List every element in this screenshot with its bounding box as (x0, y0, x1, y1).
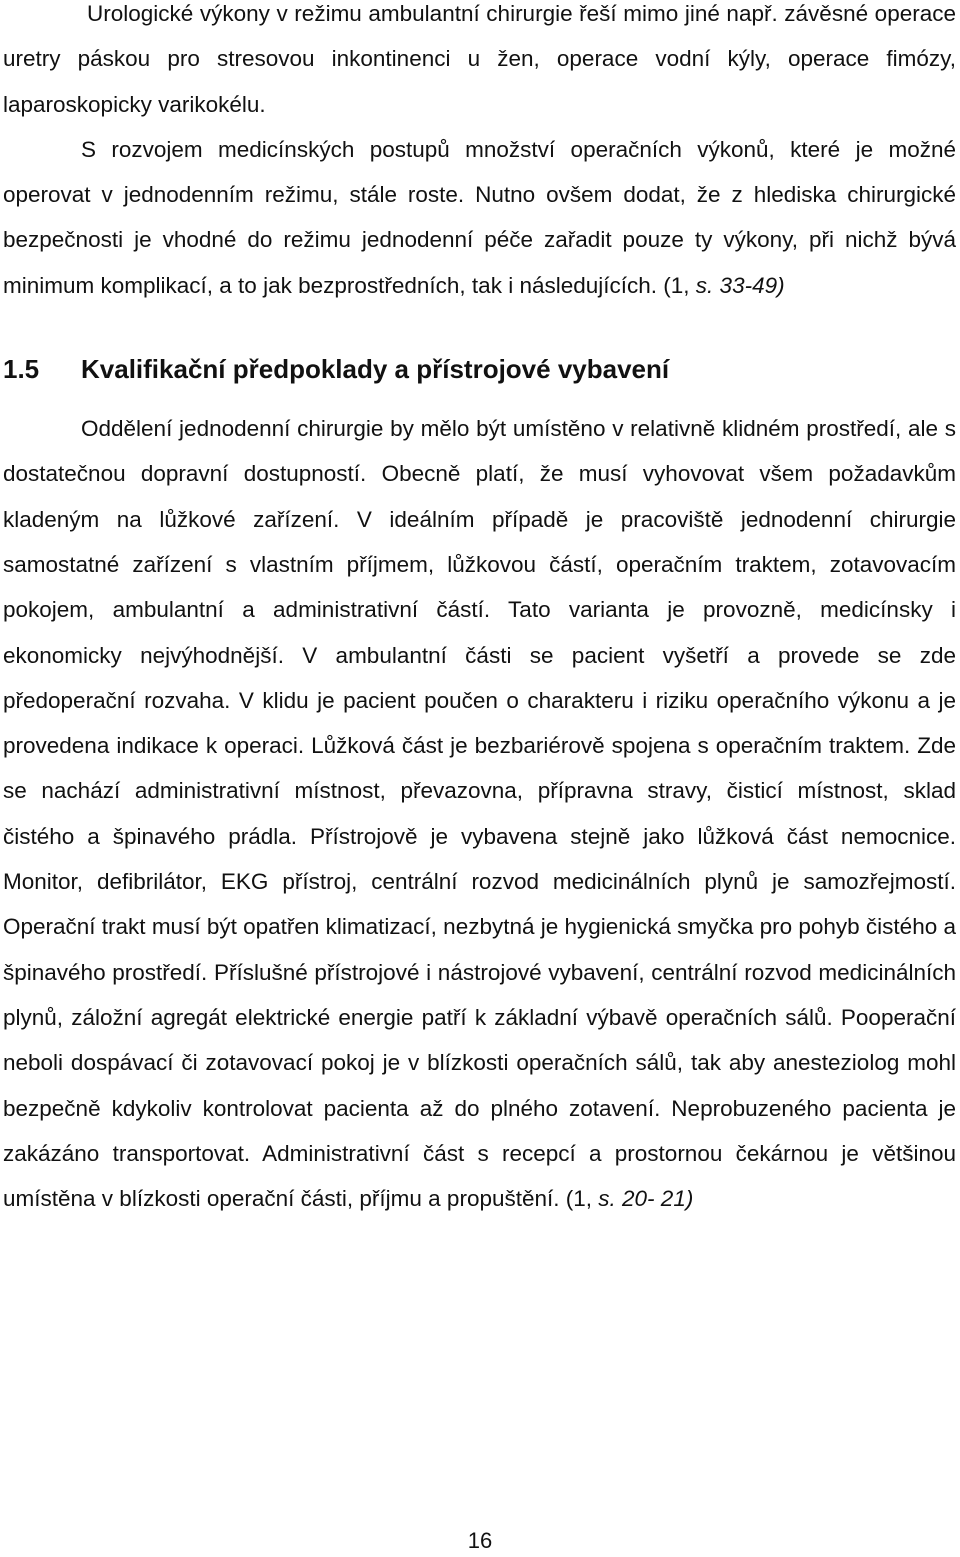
paragraph-development-text: S rozvojem medicínských postupů množství operačních výkonů, které je možné operovat v jednodenním režimu, stále roste. Nutno ovšem dodat, že z hlediska chirurgické bezpečnosti je vhodné do režimu jednodenní péče zařadit pouze ty výkony, při nichž bývá minimum komplikací, a to jak bezprostředních, tak i následujících. (1, (3, 136, 956, 298)
paragraph-urologic-text: Urologické výkony v režimu ambulantní chirurgie řeší mimo jiné např. závěsné operace uretry páskou pro stresovou inkontinenci u žen, operace vodní kýly, operace fimózy, laparoskopicky varikokélu. (3, 1, 956, 117)
citation: s. 33-49) (695, 272, 785, 298)
document-page (3, 0, 956, 1221)
paragraph-urologic (3, 0, 956, 127)
paragraph-qualification-text: Oddělení jednodenní chirurgie by mělo být umístěno v relativně klidném prostředí, ale s dostatečnou dopravní dostupností. Obecně platí, že musí vyhovovat všem požadavkům kladeným na lůžkové zařízení. V ideálním případě je pracoviště jednodenní chirurgie samostatné zařízení s vlastním příjmem, lůžkovou částí, operačním traktem, zotavovacím pokojem, ambulantní a administrativní částí. Tato varianta je provozně, medicínsky i ekonomicky nejvýhodnější. V ambulantní části se pacient vyšetří a provede se zde předoperační rozvaha. V klidu je pacient poučen o charakteru i riziku operačního výkonu a je provedena indikace k operaci. Lůžková část je bezbariérově spojena s operačním traktem. Zde se nachází administrativní místnost, převazovna, přípravna stravy, čisticí místnost, sklad čistého a špinavého prádla. Přístrojově je vybavena stejně jako lůžková část nemocnice. Monitor, defibrilátor, EKG přístroj, centrální rozvod medicinálních plynů je samozřejmostí. Operační trakt musí být opatřen klimatizací, nezbytná je hygienická smyčka pro pohyb čistého a špinavého prostředí. Příslušné přístrojové i nástrojové vybavení, centrální rozvod medicinálních plynů, záložní agregát elektrické energie patří k základní výbavě operačních sálů. Pooperační neboli dospávací či zotavovací pokoj je v blízkosti operačních sálů, tak aby anesteziolog mohl bezpečně kdykoliv kontrolovat pacienta až do plného zotavení. Neprobuzeného pacienta je zakázáno transportovat. Administrativní část s recepcí a prostornou čekárnou je většinou umístěna v blízkosti operační části, příjmu a propuštění. (1, (3, 416, 956, 1212)
section-number: 1.5 (3, 354, 40, 385)
citation: s. 20- 21) (598, 1186, 694, 1212)
paragraph-development (3, 127, 956, 308)
page-number: 16 (467, 1528, 493, 1553)
section-heading (3, 332, 956, 406)
section-title: Kvalifikační předpoklady a přístrojové vybavení (81, 354, 670, 385)
paragraph-qualification (3, 406, 956, 1221)
